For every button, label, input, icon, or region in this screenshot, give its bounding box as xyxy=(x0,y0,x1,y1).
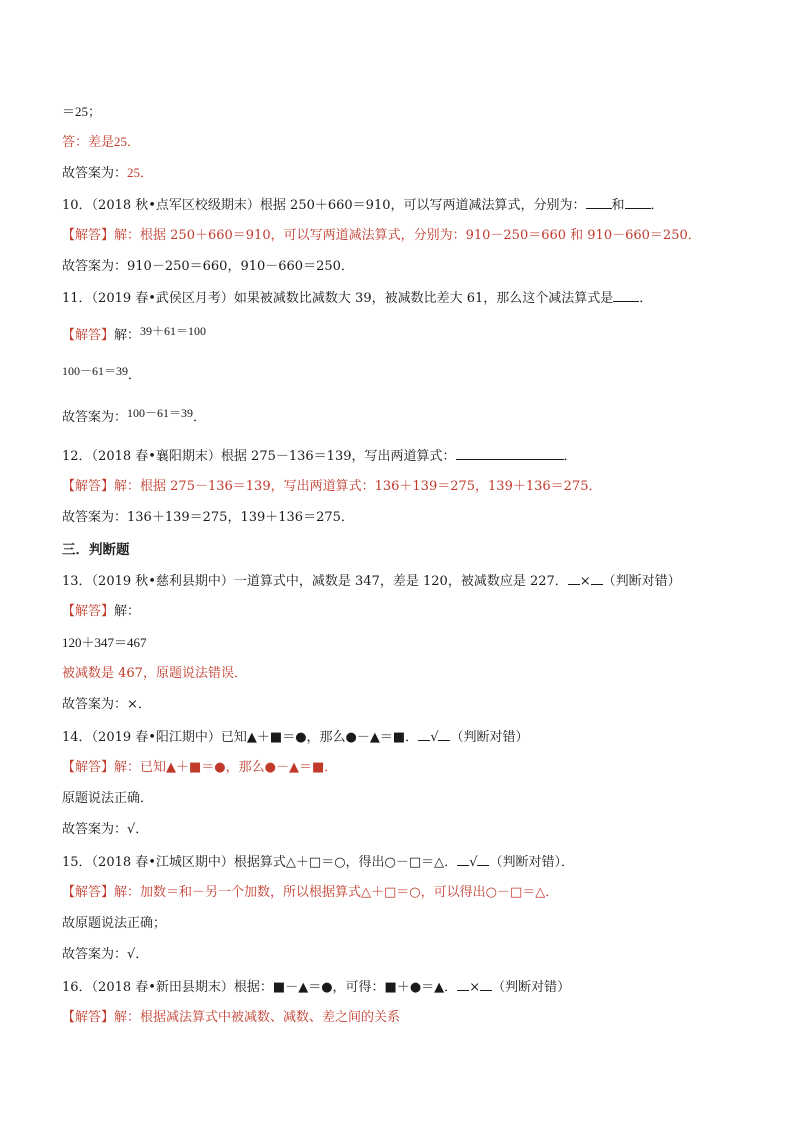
solution-math: 100－61＝39 xyxy=(62,364,129,378)
answer-blank xyxy=(457,853,469,866)
answer-blank xyxy=(418,728,430,741)
question-10-text: 10．（2018 秋•点军区校级期末）根据 250＋660＝910，可以写两道减法算式，分别为： xyxy=(62,198,586,213)
question-14-explanation: 原题说法正确． xyxy=(62,791,154,806)
answer-value: 25． xyxy=(114,134,141,149)
question-13-text: 13．（2019 秋•慈利县期中）一道算式中，减数是 347，差是 120，被减数应是 227． xyxy=(62,574,568,589)
question-10-end: ． xyxy=(650,198,664,213)
answer-blank xyxy=(613,289,639,302)
solution-tag: 【解答】 xyxy=(62,885,115,900)
question-10-final: 故答案为：910－250＝660，910－660＝250． xyxy=(62,259,354,274)
question-15-tail: （判断对错）． xyxy=(489,855,574,870)
final-answer-value: 25． xyxy=(127,165,154,180)
answer-blank xyxy=(568,572,580,585)
solution-text: 解：根据 250＋660＝910，可以写两道减法算式，分别为：910－250＝660 和 910－660＝250． xyxy=(114,228,701,243)
solution-tag: 【解答】 xyxy=(62,1010,115,1025)
solution-text: 解： xyxy=(114,328,141,343)
question-14-solution xyxy=(62,759,337,777)
answer-blank xyxy=(438,728,450,741)
solution-tag: 【解答】 xyxy=(62,760,115,775)
question-11-end: ． xyxy=(639,291,653,306)
judgement-mark: × xyxy=(469,980,481,995)
question-15-text: 15．（2018 春•江城区期中）根据算式△＋□＝○，得出○－□＝△． xyxy=(62,855,458,870)
question-10 xyxy=(62,196,664,215)
question-11 xyxy=(62,289,652,308)
final-prefix: 故答案为： xyxy=(62,410,128,425)
question-13-tail: （判断对错） xyxy=(602,574,681,589)
solution-tag: 【解答】 xyxy=(62,479,115,494)
question-14-final: 故答案为：√． xyxy=(62,822,149,837)
question-13-final: 故答案为：×． xyxy=(62,697,151,712)
question-14 xyxy=(62,728,529,747)
answer-line xyxy=(62,133,140,152)
answer-blank xyxy=(477,853,489,866)
solution-text: 解：加数＝和－另一个加数，所以根据算式△＋□＝○，可以得出○－□＝△． xyxy=(114,885,559,900)
question-12-solution xyxy=(62,478,601,496)
question-15 xyxy=(62,853,574,872)
question-10-mid: 和 xyxy=(611,198,625,213)
result-line: ＝25； xyxy=(62,104,102,119)
judgement-mark: √ xyxy=(430,730,439,745)
question-16-text: 16．（2018 春•新田县期末）根据：■－▲＝●，可得：■＋●＝▲． xyxy=(62,980,458,995)
question-13-math: 120＋347＝467 xyxy=(62,635,147,650)
answer-blank xyxy=(591,572,603,585)
question-13-explanation: 被减数是 467，原题说法错误． xyxy=(62,666,247,681)
section-heading: 三．判断题 xyxy=(62,542,130,558)
answer-blank xyxy=(480,978,492,991)
question-16 xyxy=(62,978,570,997)
final-math: 100－61＝39 xyxy=(127,406,194,420)
question-14-tail: （判断对错） xyxy=(450,730,529,745)
solution-tag: 【解答】 xyxy=(62,228,115,243)
question-12-final: 故答案为：136＋139＝275，139＋136＝275． xyxy=(62,510,354,525)
judgement-mark: √ xyxy=(469,855,478,870)
question-16-tail: （判断对错） xyxy=(492,980,571,995)
question-14-text: 14．（2019 春•阳江期中）已知▲＋■＝●，那么●－▲＝■． xyxy=(62,730,419,745)
solution-text: 解：已知▲＋■＝●，那么●－▲＝■． xyxy=(114,760,338,775)
answer-blank xyxy=(456,447,564,460)
answer-blank xyxy=(586,196,612,209)
answer-blank xyxy=(457,978,469,991)
question-11-math-line xyxy=(62,366,141,385)
final-answer-line xyxy=(62,164,153,183)
final-answer-prefix: 故答案为： xyxy=(62,166,128,181)
solution-text: 解：根据 275－136＝139，写出两道算式：136＋139＝275，139＋136＝275． xyxy=(114,479,602,494)
question-11-solution xyxy=(62,326,206,345)
answer-blank xyxy=(625,196,651,209)
question-15-explanation: 故原题说法正确； xyxy=(62,916,167,931)
solution-text: 解： xyxy=(114,604,141,619)
solution-math-end: ． xyxy=(128,368,142,383)
solution-tag: 【解答】 xyxy=(62,328,115,343)
question-12-text: 12．（2018 春•襄阳期末）根据 275－136＝139，写出两道算式： xyxy=(62,449,456,464)
question-15-solution xyxy=(62,884,558,902)
question-13 xyxy=(62,572,681,591)
solution-tag: 【解答】 xyxy=(62,604,115,619)
judgement-mark: × xyxy=(579,574,591,589)
final-end: ． xyxy=(193,410,207,425)
question-12 xyxy=(62,447,577,466)
solution-math: 39＋61＝100 xyxy=(140,324,207,338)
question-12-end: ． xyxy=(563,449,577,464)
solution-text: 解：根据减法算式中被减数、减数、差之间的关系 xyxy=(114,1010,401,1025)
answer-prefix: 答：差是 xyxy=(62,135,115,150)
question-11-text: 11．（2019 春•武侯区月考）如果被减数比减数大 39，被减数比差大 61，那么这个减法算式是 xyxy=(62,291,614,306)
question-13-solution xyxy=(62,603,140,621)
question-11-final xyxy=(62,408,206,427)
question-16-solution xyxy=(62,1009,400,1027)
question-15-final: 故答案为：√． xyxy=(62,947,149,962)
question-10-solution xyxy=(62,227,701,245)
